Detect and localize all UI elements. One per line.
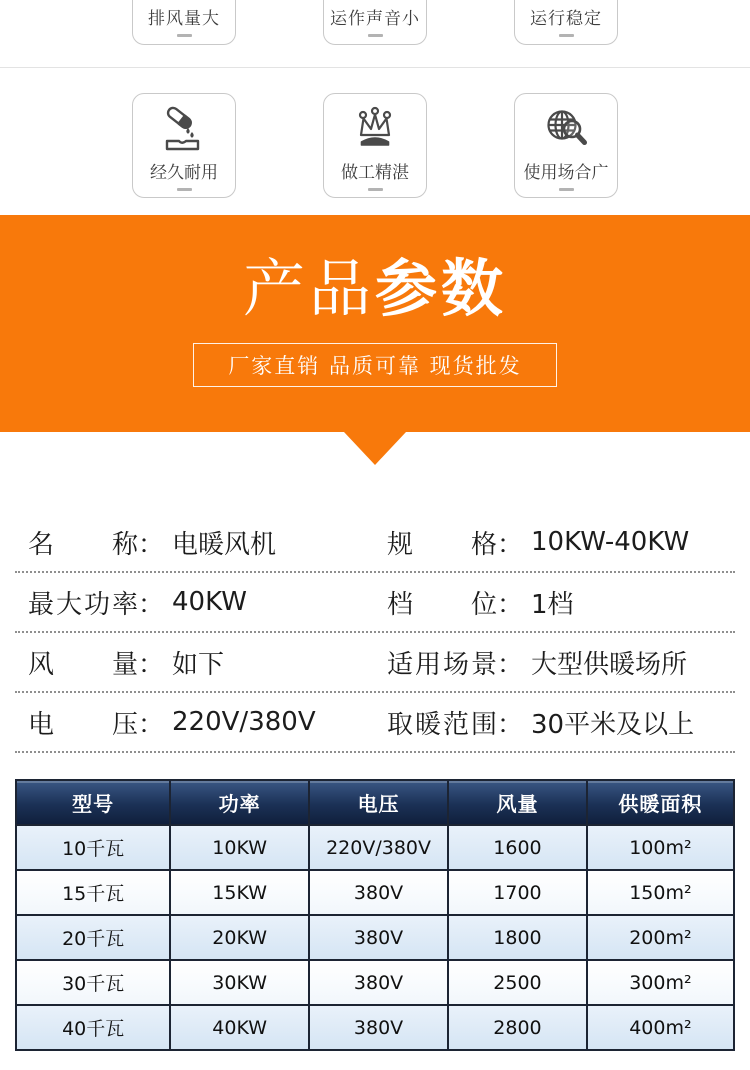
cell-airflow: 1700 bbox=[448, 870, 587, 915]
header-power: 功率 bbox=[170, 780, 309, 825]
cell-model: 20千瓦 bbox=[16, 915, 170, 960]
feature-card-label: 做工精湛 bbox=[341, 163, 409, 183]
cell-area: 300m² bbox=[587, 960, 734, 1005]
spec-label: 规格 bbox=[387, 529, 497, 560]
cell-power: 40KW bbox=[170, 1005, 309, 1050]
spec-colon: ： bbox=[497, 709, 524, 740]
model-spec-table bbox=[15, 779, 735, 1051]
spec-value: 220V/380V bbox=[172, 707, 316, 738]
spec-colon: ： bbox=[138, 649, 165, 680]
feature-badge-label: 排风量大 bbox=[148, 9, 220, 29]
spec-label: 最大功率 bbox=[28, 589, 138, 620]
spec-item-spec bbox=[387, 524, 735, 561]
header-voltage: 电压 bbox=[309, 780, 448, 825]
feature-badges-row bbox=[0, 0, 750, 45]
dash-decoration bbox=[177, 188, 192, 191]
cell-area: 100m² bbox=[587, 825, 734, 870]
table-row bbox=[16, 825, 734, 870]
cell-power: 15KW bbox=[170, 870, 309, 915]
spec-colon: ： bbox=[497, 529, 524, 560]
spec-item-usage-scene bbox=[387, 644, 735, 681]
feature-card-craftsmanship bbox=[323, 93, 427, 198]
spec-row bbox=[15, 513, 735, 573]
dash-decoration bbox=[368, 188, 383, 191]
spec-value: 大型供暖场所 bbox=[531, 649, 688, 680]
spec-row bbox=[15, 633, 735, 693]
cell-airflow: 1600 bbox=[448, 825, 587, 870]
spec-colon: ： bbox=[497, 589, 524, 620]
spec-label: 电压 bbox=[28, 709, 138, 740]
spec-value: 30平米及以上 bbox=[531, 709, 695, 740]
crown-icon bbox=[349, 103, 401, 155]
durability-icon bbox=[158, 103, 210, 155]
feature-badge-quiet bbox=[323, 0, 427, 45]
cell-airflow: 2800 bbox=[448, 1005, 587, 1050]
spec-colon: ： bbox=[138, 589, 165, 620]
feature-badge-label: 运作声音小 bbox=[330, 9, 420, 29]
cell-airflow: 1800 bbox=[448, 915, 587, 960]
feature-badge-airflow bbox=[132, 0, 236, 45]
feature-cards-row bbox=[0, 93, 750, 198]
spec-row bbox=[15, 693, 735, 753]
header-airflow: 风量 bbox=[448, 780, 587, 825]
cell-area: 150m² bbox=[587, 870, 734, 915]
cell-voltage: 380V bbox=[309, 960, 448, 1005]
table-row bbox=[16, 915, 734, 960]
dash-decoration bbox=[559, 34, 574, 37]
cell-model: 10千瓦 bbox=[16, 825, 170, 870]
feature-badge-label: 运行稳定 bbox=[530, 9, 602, 29]
cell-area: 200m² bbox=[587, 915, 734, 960]
spec-item-airflow bbox=[15, 644, 387, 681]
spec-label: 取暖范围 bbox=[387, 709, 497, 740]
dash-decoration bbox=[368, 34, 383, 37]
spec-item-max-power bbox=[15, 584, 387, 621]
spec-item-voltage bbox=[15, 704, 387, 741]
header-heating-area: 供暖面积 bbox=[587, 780, 734, 825]
spec-colon: ： bbox=[497, 649, 524, 680]
cell-voltage: 380V bbox=[309, 870, 448, 915]
banner-title-bold: 参数 bbox=[375, 252, 508, 325]
cell-area: 400m² bbox=[587, 1005, 734, 1050]
cell-voltage: 220V/380V bbox=[309, 825, 448, 870]
cell-voltage: 380V bbox=[309, 915, 448, 960]
spec-item-gears bbox=[387, 584, 735, 621]
spec-value: 40KW bbox=[172, 587, 247, 618]
cell-airflow: 2500 bbox=[448, 960, 587, 1005]
feature-card-label: 使用场合广 bbox=[523, 163, 609, 183]
cell-model: 40千瓦 bbox=[16, 1005, 170, 1050]
table-row bbox=[16, 1005, 734, 1050]
cell-voltage: 380V bbox=[309, 1005, 448, 1050]
feature-badge-stable bbox=[514, 0, 618, 45]
spec-item-name bbox=[15, 524, 387, 561]
banner-title-regular: 产品 bbox=[242, 252, 375, 325]
banner-subtitle: 厂家直销 品质可靠 现货批发 bbox=[193, 343, 556, 387]
feature-card-durable bbox=[132, 93, 236, 198]
spec-label: 风量 bbox=[28, 649, 138, 680]
horizontal-divider bbox=[0, 67, 750, 68]
spec-label: 名称 bbox=[28, 529, 138, 560]
banner-pointer-triangle bbox=[344, 432, 406, 465]
cell-power: 30KW bbox=[170, 960, 309, 1005]
dash-decoration bbox=[559, 188, 574, 191]
spec-value: 10KW-40KW bbox=[531, 527, 690, 558]
table-header-row bbox=[16, 780, 734, 825]
cell-model: 15千瓦 bbox=[16, 870, 170, 915]
spec-value: 1档 bbox=[531, 589, 574, 620]
table-row bbox=[16, 870, 734, 915]
spec-value: 如下 bbox=[172, 649, 225, 680]
feature-card-wide-use bbox=[514, 93, 618, 198]
cell-power: 10KW bbox=[170, 825, 309, 870]
banner-title bbox=[0, 252, 750, 325]
dash-decoration bbox=[177, 34, 192, 37]
spec-colon: ： bbox=[138, 529, 165, 560]
cell-model: 30千瓦 bbox=[16, 960, 170, 1005]
product-parameters-banner bbox=[0, 215, 750, 432]
spec-colon: ： bbox=[138, 709, 165, 740]
spec-value: 电暖风机 bbox=[172, 529, 277, 560]
feature-card-label: 经久耐用 bbox=[150, 163, 218, 183]
header-model: 型号 bbox=[16, 780, 170, 825]
table-row bbox=[16, 960, 734, 1005]
spec-row bbox=[15, 573, 735, 633]
spec-list bbox=[15, 513, 735, 753]
spec-label: 档位 bbox=[387, 589, 497, 620]
feature-section bbox=[0, 0, 750, 198]
spec-label: 适用场景 bbox=[387, 649, 497, 680]
spec-item-heating-range bbox=[387, 704, 735, 741]
globe-search-icon bbox=[540, 103, 592, 155]
cell-power: 20KW bbox=[170, 915, 309, 960]
